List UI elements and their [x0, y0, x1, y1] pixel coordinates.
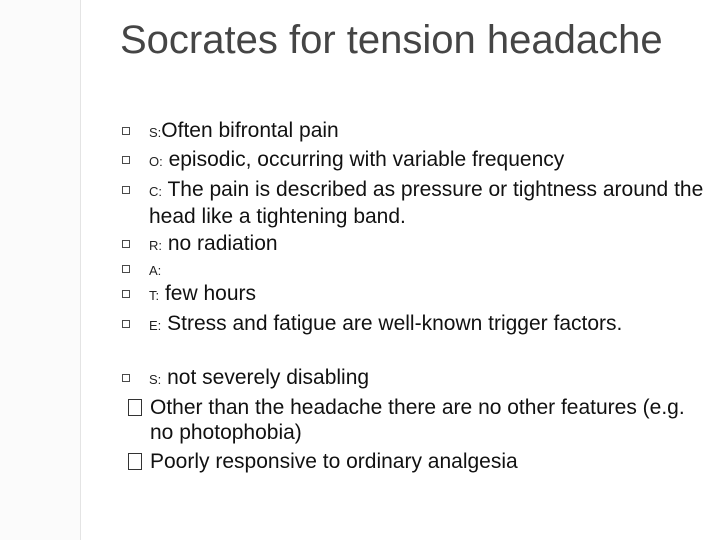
bullet-text: few hours: [159, 282, 257, 305]
bullet-text: Other than the headache there are no other features (e.g. no photophobia): [150, 396, 685, 444]
bullet-prefix: T:: [149, 288, 160, 303]
bullet-square-icon: [122, 186, 130, 194]
bullet-text: no radiation: [162, 232, 278, 255]
bullet-square-icon: [122, 156, 130, 164]
bullet-text: Poorly responsive to ordinary analgesia: [150, 450, 518, 473]
bullet-square-icon: [122, 290, 130, 298]
bullet-square-icon: [122, 320, 130, 328]
bullet-text: episodic, occurring with variable frequency: [162, 148, 565, 171]
bullet-square-icon: [122, 374, 130, 382]
bullet-square-icon: [122, 240, 130, 248]
bullet-prefix: S:: [149, 372, 162, 387]
bullet-text: Stress and fatigue are well-known trigger factors.: [161, 312, 623, 335]
bullet-prefix: O:: [149, 154, 163, 169]
bullet-prefix: R:: [149, 238, 162, 253]
bullet-square-icon: [122, 265, 130, 273]
slide-title: Socrates for tension headache: [120, 18, 663, 62]
bullet-text: Often bifrontal pain: [161, 119, 339, 142]
bullet-prefix: E:: [149, 318, 162, 333]
bullet-prefix: C:: [149, 184, 162, 199]
bullet-square-icon: [128, 453, 142, 470]
bullet-text: not severely disabling: [161, 366, 370, 389]
bullet-text: The pain is described as pressure or tightness around the head like a tightening band.: [149, 178, 704, 228]
bullet-prefix: S:: [149, 125, 162, 140]
bullet-square-icon: [128, 399, 142, 416]
bullet-square-icon: [122, 127, 130, 135]
bullet-prefix: A:: [149, 263, 162, 278]
